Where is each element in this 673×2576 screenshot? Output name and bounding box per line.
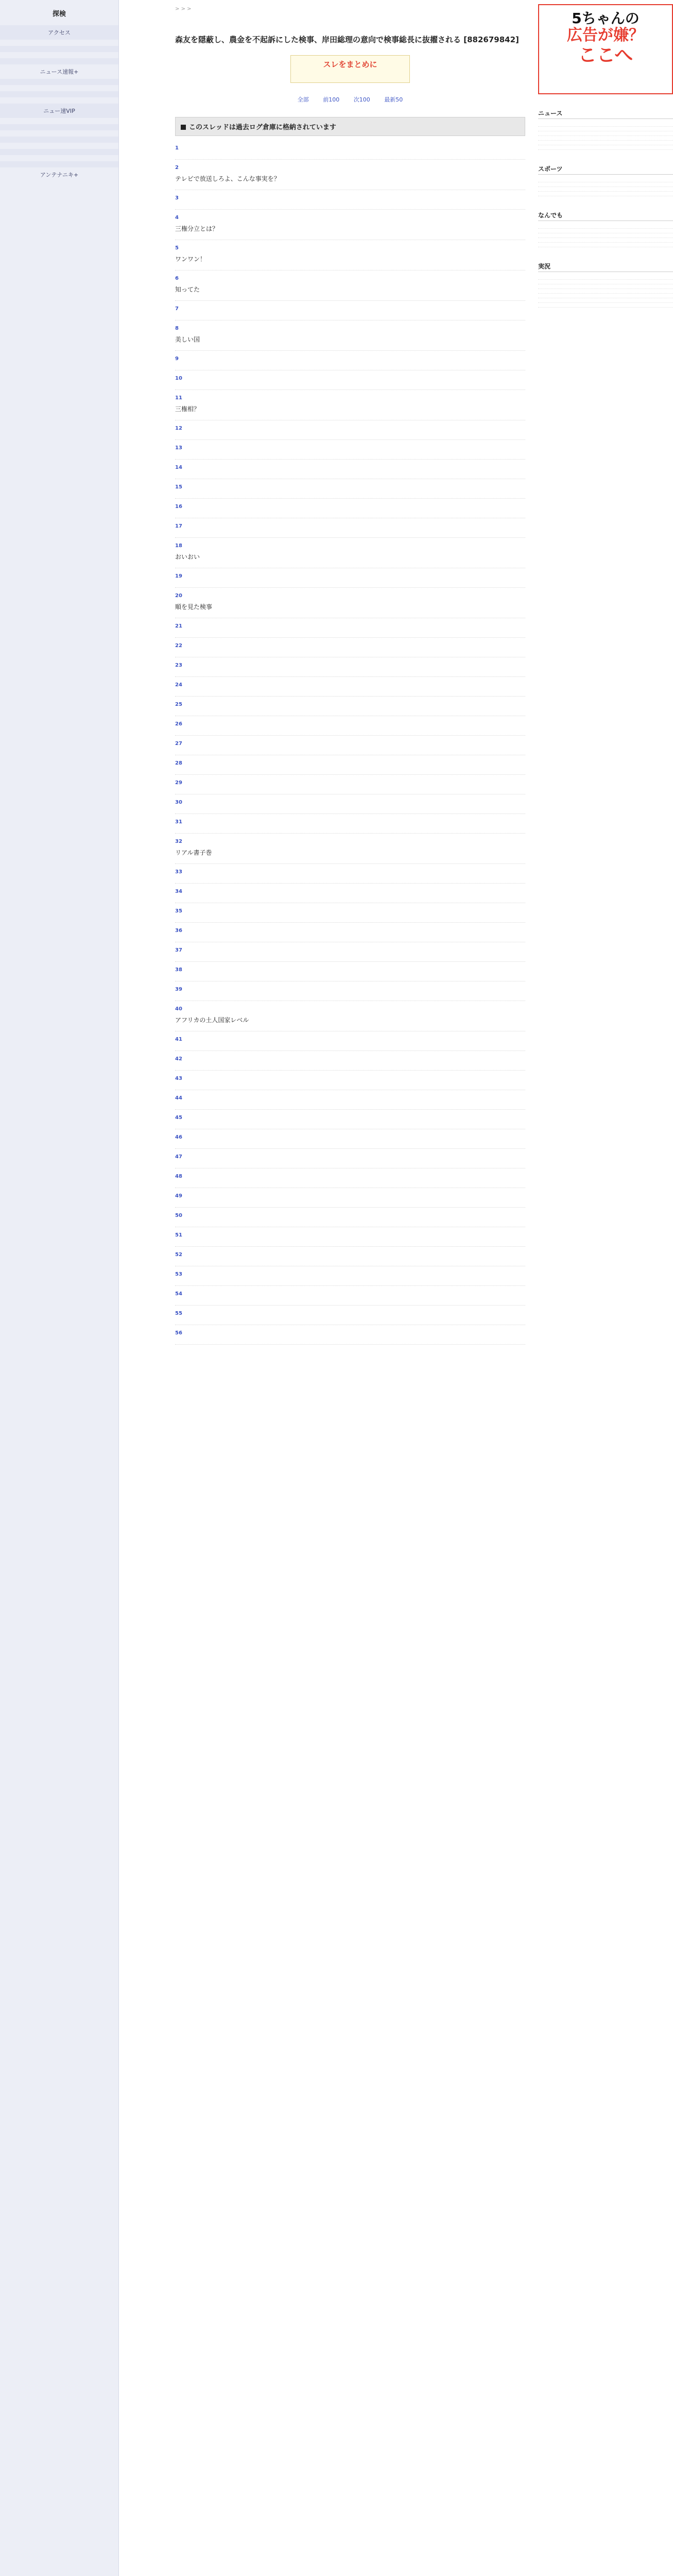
post-number[interactable]: 49 [175, 1193, 182, 1199]
side-news-item[interactable] [538, 187, 673, 192]
nav-item[interactable]: アンテナニキ+ [40, 172, 79, 178]
nav-brand-sub [0, 19, 118, 25]
post-body: アフリカの土人国家レベル [175, 1016, 249, 1024]
post-body: 順を見た検事 [175, 603, 213, 611]
post-header [175, 721, 525, 727]
post [175, 864, 525, 884]
post [175, 1129, 525, 1149]
side-section-title: ニュース [538, 109, 673, 119]
post-number[interactable]: 38 [175, 967, 182, 973]
post-number[interactable]: 2 [175, 164, 179, 171]
nav-item[interactable] [0, 161, 118, 167]
post-header [175, 573, 525, 579]
post-header [175, 484, 525, 490]
post-header [175, 215, 525, 221]
post-number[interactable]: 24 [175, 682, 182, 688]
side-news-item[interactable] [538, 243, 673, 247]
post-header [175, 1213, 525, 1218]
side-section-title: スポーツ [538, 164, 673, 175]
post-number[interactable]: 35 [175, 908, 182, 914]
post [175, 1031, 525, 1051]
post [175, 568, 525, 588]
post-number[interactable]: 9 [175, 355, 179, 362]
nav-item[interactable] [0, 155, 118, 161]
archive-notice [175, 117, 525, 136]
nav-item[interactable] [0, 118, 118, 124]
ad-line-1: 5ちゃんの [572, 10, 640, 27]
side-news-item[interactable] [538, 284, 673, 289]
post-header [175, 376, 525, 381]
post-header [175, 1272, 525, 1277]
post-number[interactable]: 21 [175, 623, 182, 629]
post-header [175, 1193, 525, 1199]
post [175, 240, 525, 270]
post-header [175, 1311, 525, 1316]
banner-line-1: スレをまとめに [323, 59, 377, 69]
post [175, 588, 525, 618]
side-section-title: なんでも [538, 211, 673, 221]
post-header [175, 195, 525, 201]
post-body: おいおい [175, 553, 200, 561]
post-header [175, 1056, 525, 1062]
post-header [175, 987, 525, 992]
post-header [175, 1154, 525, 1160]
thread-main [175, 0, 525, 1345]
pager-prev-100[interactable]: 前100 [323, 96, 340, 103]
post-number[interactable]: 46 [175, 1134, 182, 1140]
post-number[interactable]: 34 [175, 888, 182, 894]
post [175, 1188, 525, 1208]
post-header [175, 702, 525, 707]
post [175, 903, 525, 923]
side-news-item[interactable] [538, 178, 673, 182]
post-number[interactable]: 44 [175, 1095, 182, 1101]
archive-notice-text: このスレッドは過去ログ倉庫に格納されています [189, 123, 336, 131]
side-news-item[interactable] [538, 145, 673, 150]
side-news-item[interactable] [538, 182, 673, 187]
nav-item[interactable] [0, 130, 118, 137]
post-header [175, 800, 525, 805]
breadcrumb-item[interactable] [181, 6, 187, 12]
post-header [175, 819, 525, 825]
post [175, 538, 525, 568]
post [175, 351, 525, 370]
post [175, 270, 525, 301]
post-number[interactable]: 23 [175, 662, 182, 668]
post [175, 1149, 525, 1168]
post-number[interactable]: 14 [175, 464, 182, 470]
side-news-item[interactable] [538, 229, 673, 233]
side-news-item[interactable] [538, 294, 673, 298]
post-header [175, 741, 525, 747]
post [175, 140, 525, 160]
post-header [175, 1115, 525, 1121]
post [175, 618, 525, 638]
post-body: 美しい国 [175, 335, 200, 343]
post [175, 736, 525, 755]
post-header [175, 682, 525, 688]
post-number[interactable]: 32 [175, 838, 182, 844]
post-header [175, 593, 525, 599]
post-number[interactable]: 12 [175, 425, 182, 431]
post-number[interactable]: 4 [175, 214, 179, 221]
post [175, 518, 525, 538]
post [175, 440, 525, 460]
post-header [175, 543, 525, 549]
pager-latest-50[interactable]: 最新50 [384, 96, 403, 103]
post-header [175, 1252, 525, 1258]
post-body: テレビで放送しろよ、こんな事実を？ [175, 175, 280, 182]
post [175, 884, 525, 903]
post [175, 923, 525, 942]
post [175, 1286, 525, 1306]
post-header [175, 504, 525, 510]
nav-item[interactable]: アクセス [0, 25, 118, 40]
post [175, 1208, 525, 1227]
side-news-item[interactable] [538, 238, 673, 243]
post-header [175, 780, 525, 786]
side-news-item[interactable] [538, 122, 673, 127]
nav-list [0, 25, 118, 182]
post-number[interactable]: 25 [175, 701, 182, 707]
post [175, 962, 525, 981]
post [175, 1266, 525, 1286]
post-number[interactable]: 53 [175, 1271, 182, 1277]
post-number[interactable]: 3 [175, 195, 179, 201]
post-header [175, 1330, 525, 1336]
post-header [175, 356, 525, 362]
thread-tools [175, 14, 525, 25]
post [175, 1071, 525, 1090]
nav-item[interactable] [0, 149, 118, 155]
post-header [175, 928, 525, 934]
post-header [175, 663, 525, 668]
post-number[interactable]: 22 [175, 642, 182, 649]
side-news-item[interactable] [538, 298, 673, 303]
side-news-item[interactable] [538, 141, 673, 145]
post-number[interactable]: 30 [175, 799, 182, 805]
nav-item[interactable] [0, 46, 118, 52]
post [175, 370, 525, 390]
side-section-title: 実況 [538, 262, 673, 272]
breadcrumb-item[interactable] [187, 6, 191, 12]
post [175, 981, 525, 1001]
post-header [175, 643, 525, 649]
side-news-item[interactable] [538, 303, 673, 308]
side-news-item[interactable] [538, 275, 673, 280]
post-number[interactable]: 45 [175, 1114, 182, 1121]
ad-line-3: ここへ [578, 44, 633, 66]
post-number[interactable]: 51 [175, 1232, 182, 1238]
post [175, 320, 525, 351]
post [175, 190, 525, 210]
post [175, 460, 525, 479]
nav-item[interactable] [0, 58, 118, 64]
post-number[interactable]: 11 [175, 395, 182, 401]
side-news-item[interactable] [538, 127, 673, 131]
post-number[interactable]: 47 [175, 1154, 182, 1160]
post-number[interactable]: 7 [175, 306, 179, 312]
side-news-item[interactable] [538, 280, 673, 284]
post [175, 1110, 525, 1129]
nav-item[interactable] [0, 124, 118, 130]
post [175, 814, 525, 834]
pager [175, 88, 525, 112]
nav-item[interactable] [0, 97, 118, 104]
post-body: リアル書子巻 [175, 849, 212, 856]
nav-item[interactable]: ニュー速VIP [0, 104, 118, 118]
post-header [175, 165, 525, 171]
post [175, 1247, 525, 1266]
nav-item[interactable] [0, 79, 118, 85]
post-number[interactable]: 17 [175, 523, 182, 529]
post-header [175, 1134, 525, 1140]
post-number[interactable]: 1 [175, 145, 179, 151]
post [175, 775, 525, 794]
post [175, 1306, 525, 1325]
post-body: 三権分立とは？ [175, 225, 219, 232]
post [175, 1227, 525, 1247]
post [175, 755, 525, 775]
nav-item[interactable] [0, 85, 118, 91]
post-header [175, 967, 525, 973]
post-header [175, 1037, 525, 1042]
post-header [175, 623, 525, 629]
post [175, 160, 525, 190]
post [175, 716, 525, 736]
pager-all[interactable]: 全部 [297, 96, 309, 103]
post [175, 942, 525, 962]
post-header [175, 465, 525, 470]
post-number[interactable]: 27 [175, 740, 182, 747]
post-body: 知ってた [175, 285, 200, 293]
post-number[interactable]: 48 [175, 1173, 182, 1179]
post-number[interactable]: 52 [175, 1251, 182, 1258]
nav-item[interactable] [0, 143, 118, 149]
post-header [175, 276, 525, 281]
post-number[interactable]: 36 [175, 927, 182, 934]
post-number[interactable]: 43 [175, 1075, 182, 1081]
post [175, 210, 525, 240]
post-number[interactable]: 16 [175, 503, 182, 510]
left-navigation [0, 0, 119, 2576]
post-header [175, 145, 525, 151]
nav-item[interactable] [0, 137, 118, 143]
post-list [175, 140, 525, 1345]
post-number[interactable]: 10 [175, 375, 182, 381]
post-number[interactable]: 33 [175, 869, 182, 875]
post-number[interactable]: 8 [175, 325, 179, 331]
post-header [175, 908, 525, 914]
post-number[interactable]: 50 [175, 1212, 182, 1218]
post-number[interactable]: 37 [175, 947, 182, 953]
post [175, 420, 525, 440]
post-number[interactable]: 28 [175, 760, 182, 766]
post [175, 390, 525, 420]
post [175, 499, 525, 518]
right-sidebar [538, 0, 673, 308]
post [175, 1168, 525, 1188]
nav-item[interactable] [0, 52, 118, 58]
post-header [175, 306, 525, 312]
post-header [175, 445, 525, 451]
post-header [175, 1095, 525, 1101]
post-body: 三権相？ [175, 405, 200, 413]
post [175, 301, 525, 320]
thread-title: 森友を隠蔽し、農金を不起訴にした検事、岸田総理の意向で検事総長に抜擢される [882679842] [175, 35, 519, 44]
post-number[interactable]: 18 [175, 543, 182, 549]
post [175, 794, 525, 814]
nav-item[interactable] [0, 91, 118, 97]
post-header [175, 889, 525, 894]
post [175, 834, 525, 864]
post [175, 1325, 525, 1345]
post-number[interactable]: 29 [175, 779, 182, 786]
post [175, 657, 525, 677]
post [175, 479, 525, 499]
post-number[interactable]: 13 [175, 445, 182, 451]
post-number[interactable]: 31 [175, 819, 182, 825]
post-number[interactable]: 42 [175, 1056, 182, 1062]
square-icon [181, 125, 186, 130]
post-number[interactable]: 6 [175, 275, 179, 281]
matome-banner[interactable] [290, 55, 410, 83]
post-header [175, 1174, 525, 1179]
side-news-item[interactable] [538, 131, 673, 136]
post-number[interactable]: 26 [175, 721, 182, 727]
post-header [175, 869, 525, 875]
side-news-item[interactable] [538, 289, 673, 294]
post-number[interactable]: 41 [175, 1036, 182, 1042]
nav-item[interactable]: ニュース速報+ [40, 69, 79, 75]
pager-next-100[interactable]: 次100 [353, 96, 370, 103]
post-header [175, 523, 525, 529]
post-number[interactable]: 15 [175, 484, 182, 490]
side-news-item[interactable] [538, 224, 673, 229]
post-header [175, 839, 525, 844]
side-news-item[interactable] [538, 136, 673, 141]
post-number[interactable]: 54 [175, 1291, 182, 1297]
post [175, 1090, 525, 1110]
post [175, 677, 525, 697]
post-number[interactable]: 20 [175, 592, 182, 599]
post-header [175, 760, 525, 766]
post-header [175, 326, 525, 331]
post-body: ワンワン！ [175, 255, 206, 263]
side-news-item[interactable] [538, 192, 673, 196]
post-header [175, 1006, 525, 1012]
side-news-item[interactable] [538, 233, 673, 238]
post-header [175, 395, 525, 401]
ad-banner[interactable] [538, 4, 673, 94]
post [175, 638, 525, 657]
post-header [175, 245, 525, 251]
nav-item[interactable] [0, 40, 118, 46]
side-news [538, 109, 673, 308]
post-number[interactable]: 5 [175, 245, 179, 251]
post [175, 1051, 525, 1071]
post [175, 1001, 525, 1031]
breadcrumb [175, 0, 525, 12]
post-number[interactable]: 40 [175, 1006, 182, 1012]
post-header [175, 426, 525, 431]
post-header [175, 1232, 525, 1238]
nav-brand: 探検 [52, 10, 66, 18]
post-number[interactable]: 56 [175, 1330, 182, 1336]
post [175, 697, 525, 716]
post-header [175, 1076, 525, 1081]
post-header [175, 1291, 525, 1297]
breadcrumb-item[interactable] [175, 6, 181, 12]
post-number[interactable]: 39 [175, 986, 182, 992]
post-header [175, 947, 525, 953]
ad-line-2: 広告が嫌？ [567, 26, 644, 45]
post-number[interactable]: 19 [175, 573, 182, 579]
post-number[interactable]: 55 [175, 1310, 182, 1316]
